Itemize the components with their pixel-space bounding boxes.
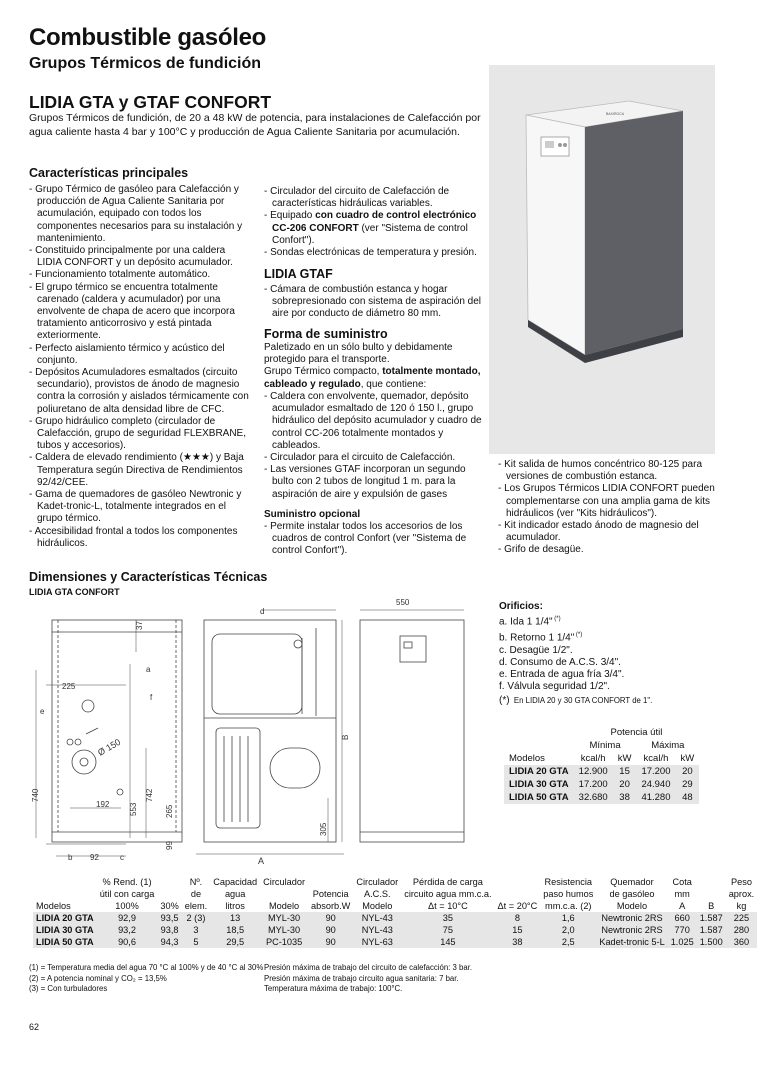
list-item: - Accesibilidad frontal a todos los componentes hidráulicos.: [29, 526, 251, 550]
product-photo: [489, 65, 715, 454]
page-title: Combustible gasóleo: [29, 24, 266, 51]
dim-92: 92: [90, 853, 99, 862]
table-header-cell: kW: [617, 753, 632, 764]
dimensions-heading: Dimensiones y Características Técnicas: [29, 570, 268, 584]
list-item: - El grupo térmico se encuentra totalmente carenado (caldera y acumulador) por una envolvente de chapa de acero que incorpora tratamiento anticorrosivo y está pintada exteriormente.: [29, 282, 251, 343]
table-header-cell: Modelos: [509, 753, 545, 764]
orifice-item: e. Entrada de agua fría 3/4".: [499, 669, 625, 681]
orifice-item: f. Válvula seguridad 1/2".: [499, 681, 610, 693]
dim-192: 192: [96, 800, 110, 809]
dim-742: 742: [145, 788, 154, 802]
front-appearance-drawing: [360, 610, 464, 842]
list-item: - Cámara de combustión estanca y hogar sobrepresionado con sistema de aspiración del aire por conducto de diámetro 80 mm.: [264, 284, 489, 321]
supply-list: [264, 391, 489, 501]
table-header-cell: kcal/h: [580, 753, 606, 764]
list-item: - Funcionamiento totalmente automático.: [29, 269, 251, 281]
orifices-heading: Orificios:: [499, 601, 543, 612]
orifice-item: d. Consumo de A.C.S. 3/4".: [499, 656, 621, 668]
footnotes-right: Presión máxima de trabajo del circuito de calefacción: 3 bar. Presión máxima de trabajo circuito agua sanitaria: 7 bar. Temperatura máxima de trabajo: 100°C.: [264, 963, 473, 993]
page-subtitle: Grupos Térmicos de fundición: [29, 55, 262, 72]
label-b: b: [68, 853, 73, 862]
accessories-list: [498, 459, 720, 557]
list-item: - Caldera con envolvente, quemador, depósito acumulador esmaltado de 120 ó 150 l., grupo hidráulico del depósito acumulador y cuadro de control CC-206 totalmente montados y cableados.: [264, 391, 489, 452]
list-item: - Los Grupos Térmicos LIDIA CONFORT pueden complementarse con una amplia gama de kits hidráulicos (ver "Kits hidráulicos").: [498, 483, 720, 520]
dim-305: 305: [319, 822, 328, 836]
label-c: c: [120, 853, 124, 862]
table-row: LIDIA 50 GTA 32.680 38 41.280 48: [504, 791, 699, 804]
list-item: - Equipado con cuadro de control electrónico CC-206 CONFORT (ver "Sistema de control Confort").: [264, 210, 489, 247]
table-row: LIDIA 50 GTA 90,6 94,3 5 29,5 PC-1035 90 NYL-63 145 38 2,5 Kadet-tronic 5-L 1.025 1.500 360: [33, 936, 757, 948]
list-item: - Perfecto aislamiento térmico y acústico del conjunto.: [29, 343, 251, 367]
list-item: - Grifo de desagüe.: [498, 544, 720, 556]
dim-553: 553: [129, 802, 138, 816]
dim-265: 265: [165, 804, 174, 818]
side-section-drawing: [196, 610, 344, 854]
product-title: LIDIA GTA y GTAF CONFORT: [29, 92, 272, 112]
table-row: LIDIA 20 GTA 92,9 93,5 2 (3) 13 MYL-30 90 NYL-43 35 8 1,6 Newtronic 2RS 660 1.587 225: [33, 912, 757, 924]
list-item: - Circulador del circuito de Calefacción de características hidráulicas variables.: [264, 186, 489, 210]
gtaf-list: [264, 284, 489, 321]
dim-740: 740: [31, 788, 40, 802]
features-list-col2: [264, 186, 489, 259]
front-view-drawing: [36, 620, 182, 856]
footnotes-left: (1) = Temperatura media del agua 70 °C al 100% y de 40 °C al 30% (2) = A potencia nominal y CO₂ = 13,5% (3) = Con turbuladores: [29, 963, 264, 993]
features-heading: Características principales: [29, 166, 189, 180]
optional-heading: Suministro opcional: [264, 509, 361, 520]
dimensions-subheading: LIDIA GTA CONFORT: [29, 587, 120, 597]
list-item: - Depósitos Acumuladores esmaltados (circuito secundario), provistos de ánodo de magnesio contra la corrosión y aislados térmicamente con poliuretano de alta densidad libre de CFC.: [29, 367, 251, 416]
table-row: LIDIA 30 GTA 17.200 20 24.940 29: [504, 778, 699, 791]
list-item: - Constituido principalmente por una caldera LIDIA CONFORT y un depósito acumulador.: [29, 245, 251, 269]
dim-99: 99: [165, 841, 174, 850]
svg-text:BAXIROCA: BAXIROCA: [606, 112, 625, 116]
dim-225: 225: [62, 682, 76, 691]
supply-text: Paletizado en un sólo bulto y debidamente protegido para el transporte. Grupo Térmico compacto, totalmente montado, cableado y regulado, que contiene:: [264, 342, 481, 390]
power-table: Potencia útil Mínima Máxima Modelos kcal/h kW kcal/h kW LIDIA 20 GTA 12.900 15 17.200 20 LIDIA 30 GTA 17.200 20 24.940 29 LIDIA 50 GTA 32.680 38 41.280 48: [504, 726, 699, 804]
table-header-cell: kW: [680, 753, 695, 764]
orifice-item: b. Retorno 1 1/4" (*): [499, 631, 583, 644]
intro-text: Grupos Térmicos de fundición, de 20 a 48 kW de potencia, para instalaciones de Calefacción por agua caliente hasta 4 bar y 100°C y producción de Agua Caliente Sanitaria por acumulación.: [29, 112, 481, 138]
list-item: - Circulador para el circuito de Calefacción.: [264, 452, 489, 464]
list-item: - Permite instalar todos los accesorios de los cuadros de control Confort (ver "Sistema de control Confort").: [264, 521, 489, 558]
orifices-block: [499, 601, 624, 694]
list-item: - Kit indicador estado ánodo de magnesio del acumulador.: [498, 520, 720, 544]
list-item: - Kit salida de humos concéntrico 80-125 para versiones de combustión estanca.: [498, 459, 720, 483]
label-f: f: [150, 693, 153, 702]
dimension-drawings: [26, 598, 496, 870]
orifice-item: c. Desagüe 1/2".: [499, 644, 573, 656]
list-item: - Grupo hidráulico completo (circulador de Calefacción, grupo de seguridad FLEXBRANE, tubos y accesorios).: [29, 416, 251, 453]
orifice-item: a. Ida 1 1/4" (*): [499, 616, 561, 628]
table-header-row: % Rend. (1) Nº. Capacidad Circulador Circulador Pérdida de carga Resistencia Quemador Cota Peso: [102, 877, 752, 887]
dim-550: 550: [396, 598, 410, 607]
optional-list: [264, 521, 489, 558]
orifices-note: (*) En LIDIA 20 y 30 GTA CONFORT de 1".: [499, 695, 653, 706]
dim-37: 37: [135, 621, 144, 630]
dim-diameter-150: Ø 150: [96, 736, 123, 758]
table-header-cell: kcal/h: [643, 753, 669, 764]
features-list-col1: [29, 184, 251, 550]
table-row: LIDIA 20 GTA 12.900 15 17.200 20: [504, 765, 699, 778]
list-item: - Sondas electrónicas de temperatura y presión.: [264, 247, 489, 259]
dim-A: A: [258, 856, 265, 866]
table-row: LIDIA 30 GTA 93,2 93,8 3 18,5 MYL-30 90 NYL-43 75 15 2,0 Newtronic 2RS 770 1.587 280: [33, 924, 757, 936]
list-item: - Grupo Térmico de gasóleo para Calefacción y producción de Agua Caliente Sanitaria por acumulación, equipado con todos los componentes necesarios para su instalación y mantenimiento.: [29, 184, 251, 245]
list-item: - Las versiones GTAF incorporan un segundo bulto con 2 tubos de longitud 1 m. para la aspiración de aire y expulsión de gases: [264, 464, 489, 501]
dim-B: B: [341, 734, 350, 740]
tech-table: [33, 876, 757, 948]
table-header-row: útil con carga de agua Potencia A.C.S. circuito agua mm.c.a. paso humos de gasóleo mm aprox.: [99, 889, 755, 899]
label-e: e: [40, 707, 45, 716]
supply-heading: Forma de suministro: [264, 327, 388, 341]
label-d: d: [260, 607, 265, 616]
page-number: 62: [29, 1022, 40, 1032]
gtaf-heading: LIDIA GTAF: [264, 267, 333, 281]
list-item: - Gama de quemadores de gasóleo Newtronic y Kadet-tronic-L, totalmente integrados en el grupo térmico.: [29, 489, 251, 526]
table-header-row: Modelos 100% 30% elem. litros Modelo absorb.W Modelo Δt = 10°C Δt = 20°C mm.c.a. (2) Modelo A B kg: [36, 901, 747, 911]
label-a: a: [146, 665, 151, 674]
list-item: - Caldera de elevado rendimiento (★★★) y Baja Temperatura según Directiva de Rendimientos 92/42/CEE.: [29, 452, 251, 489]
